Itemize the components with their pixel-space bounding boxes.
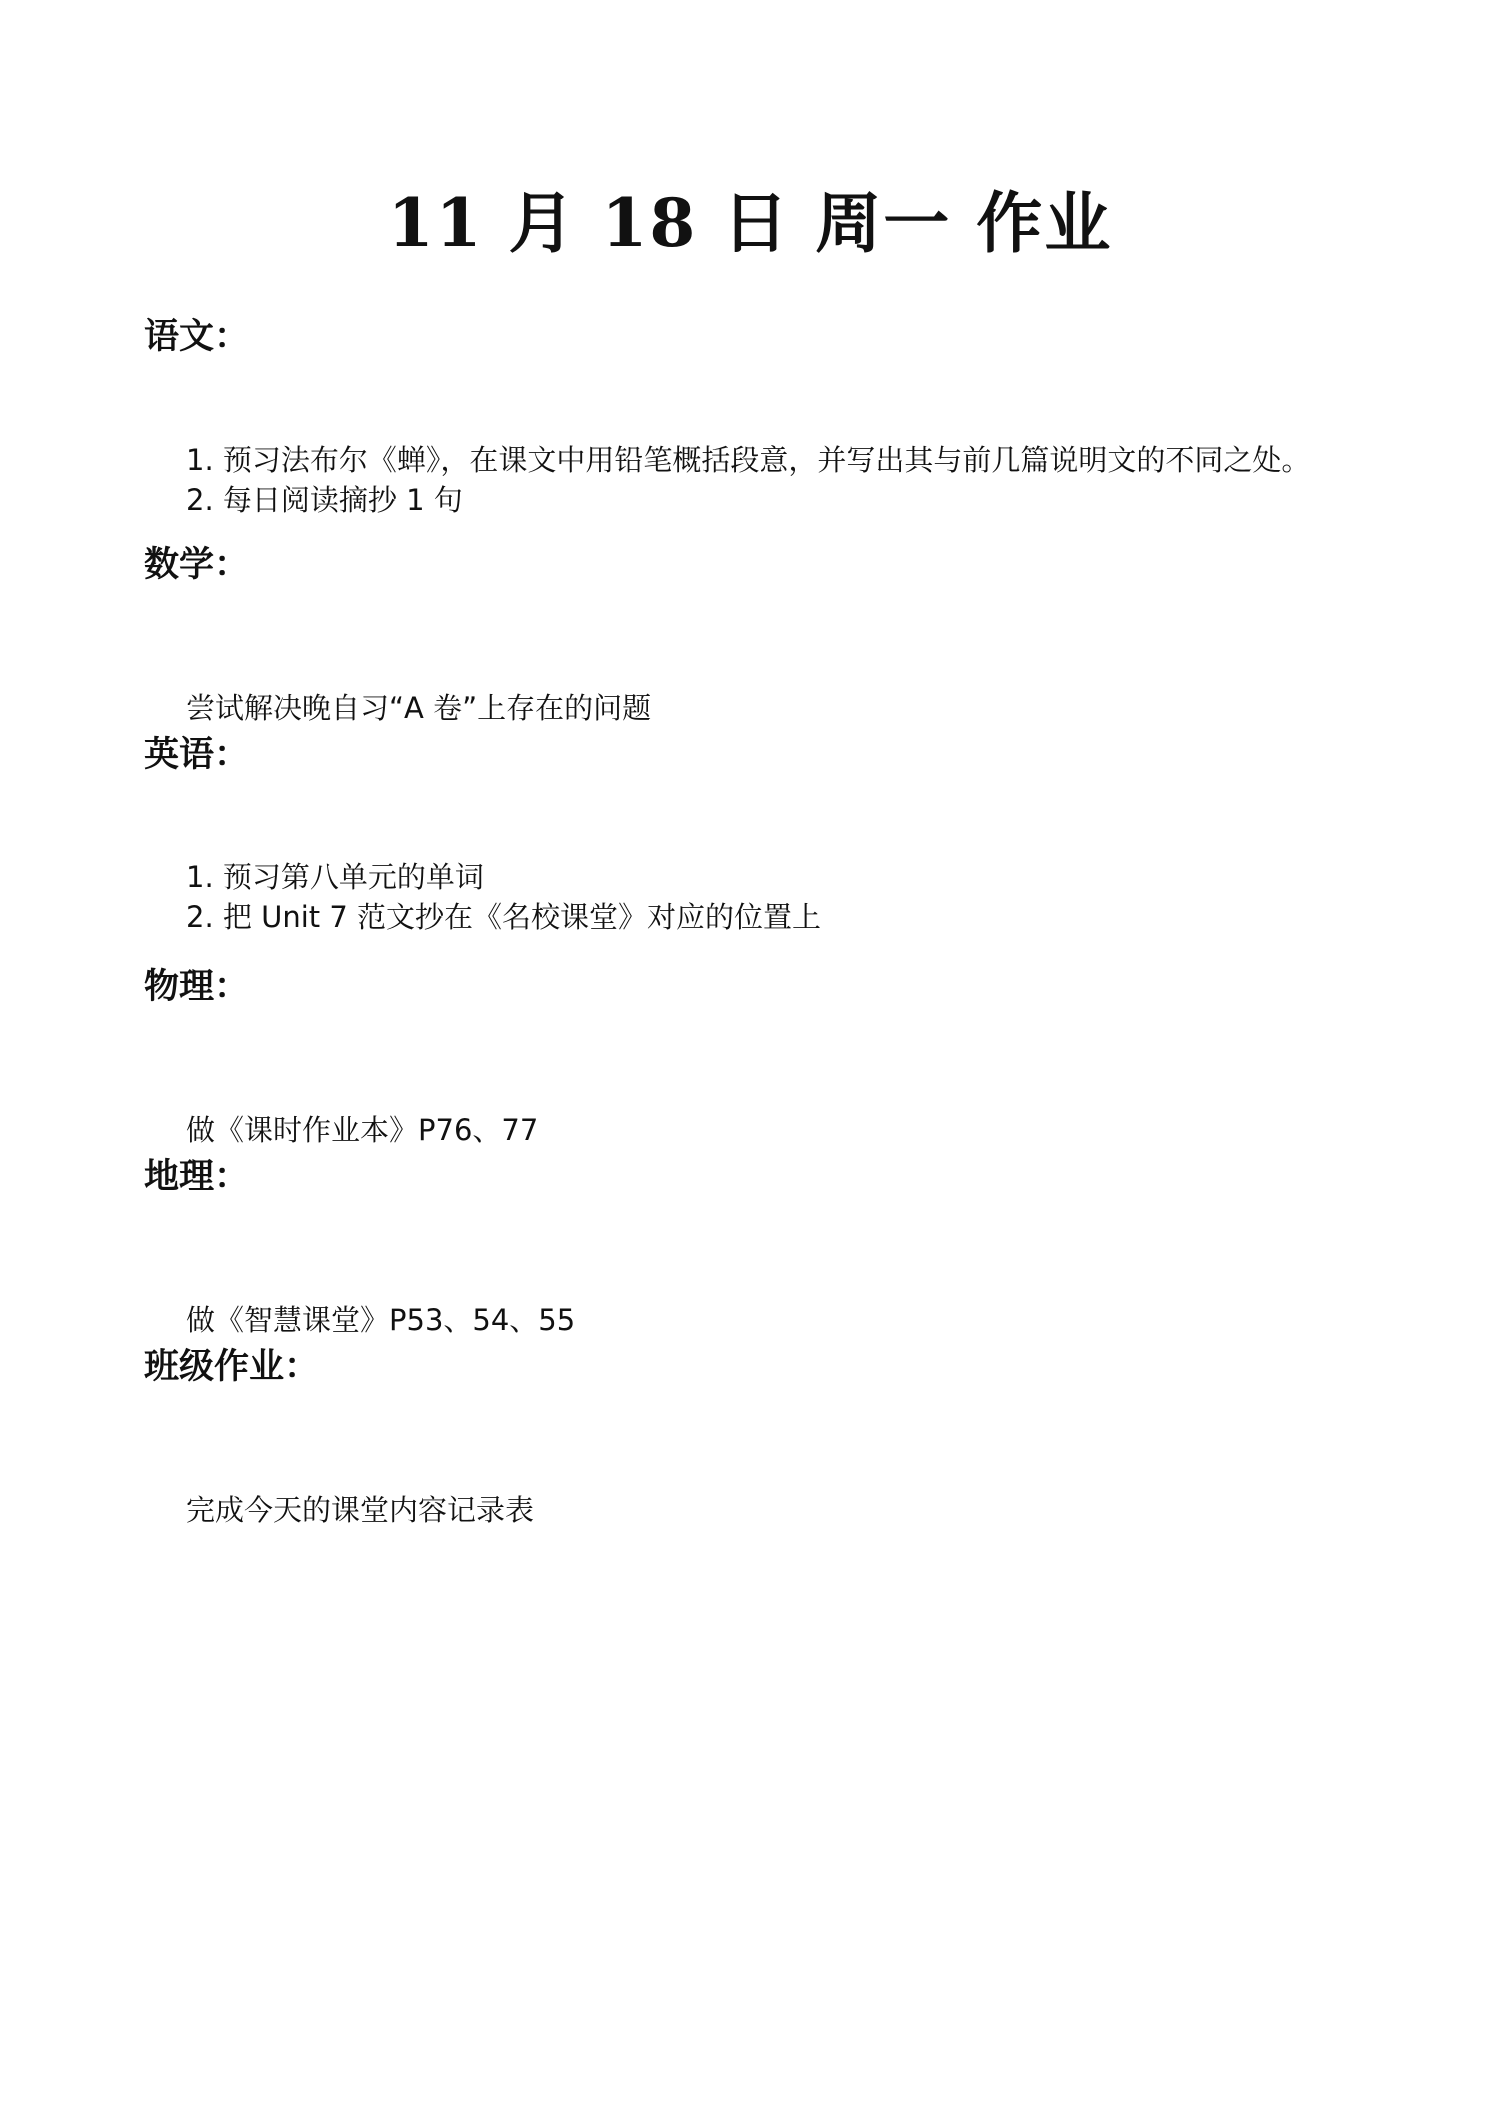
section-math — [144, 540, 1374, 725]
section-heading-class-assignment: 班级作业： — [144, 1347, 320, 1387]
task-item: 1. 预习法布尔《蝉》，在课文中用铅笔概括段意，并写出其与前几篇说明文的不同之处。 — [186, 443, 1311, 477]
task-list-english — [186, 857, 1416, 937]
section-heading-geography: 地理： — [144, 1157, 250, 1197]
task-list-physics — [186, 1110, 1416, 1150]
section-geography — [144, 1152, 1374, 1337]
task-item: 做《课时作业本》P76、77 — [186, 1113, 539, 1147]
section-physics — [144, 962, 1374, 1147]
task-list-class-assignment — [186, 1490, 1416, 1530]
task-list-geography — [186, 1300, 1416, 1340]
section-class-assignment — [144, 1342, 1374, 1527]
page-title: 11 月 18 日 周一 作业 — [387, 184, 1113, 262]
section-heading-english: 英语： — [144, 735, 250, 775]
section-chinese — [144, 312, 1374, 517]
task-item: 1. 预习第八单元的单词 — [186, 860, 484, 894]
task-item: 完成今天的课堂内容记录表 — [186, 1493, 535, 1527]
section-heading-chinese: 语文： — [144, 317, 250, 357]
task-list-chinese — [186, 440, 1416, 520]
section-english — [144, 730, 1374, 934]
task-item: 2. 每日阅读摘抄 1 句 — [186, 483, 463, 517]
task-item: 做《智慧课堂》P53、54、55 — [186, 1303, 576, 1337]
task-list-math — [186, 688, 1416, 728]
task-item: 2. 把 Unit 7 范文抄在《名校课堂》对应的位置上 — [186, 900, 822, 934]
section-heading-math: 数学： — [144, 545, 250, 585]
task-item: 尝试解决晚自习“A 卷”上存在的问题 — [186, 691, 652, 725]
section-heading-physics: 物理： — [144, 967, 250, 1007]
